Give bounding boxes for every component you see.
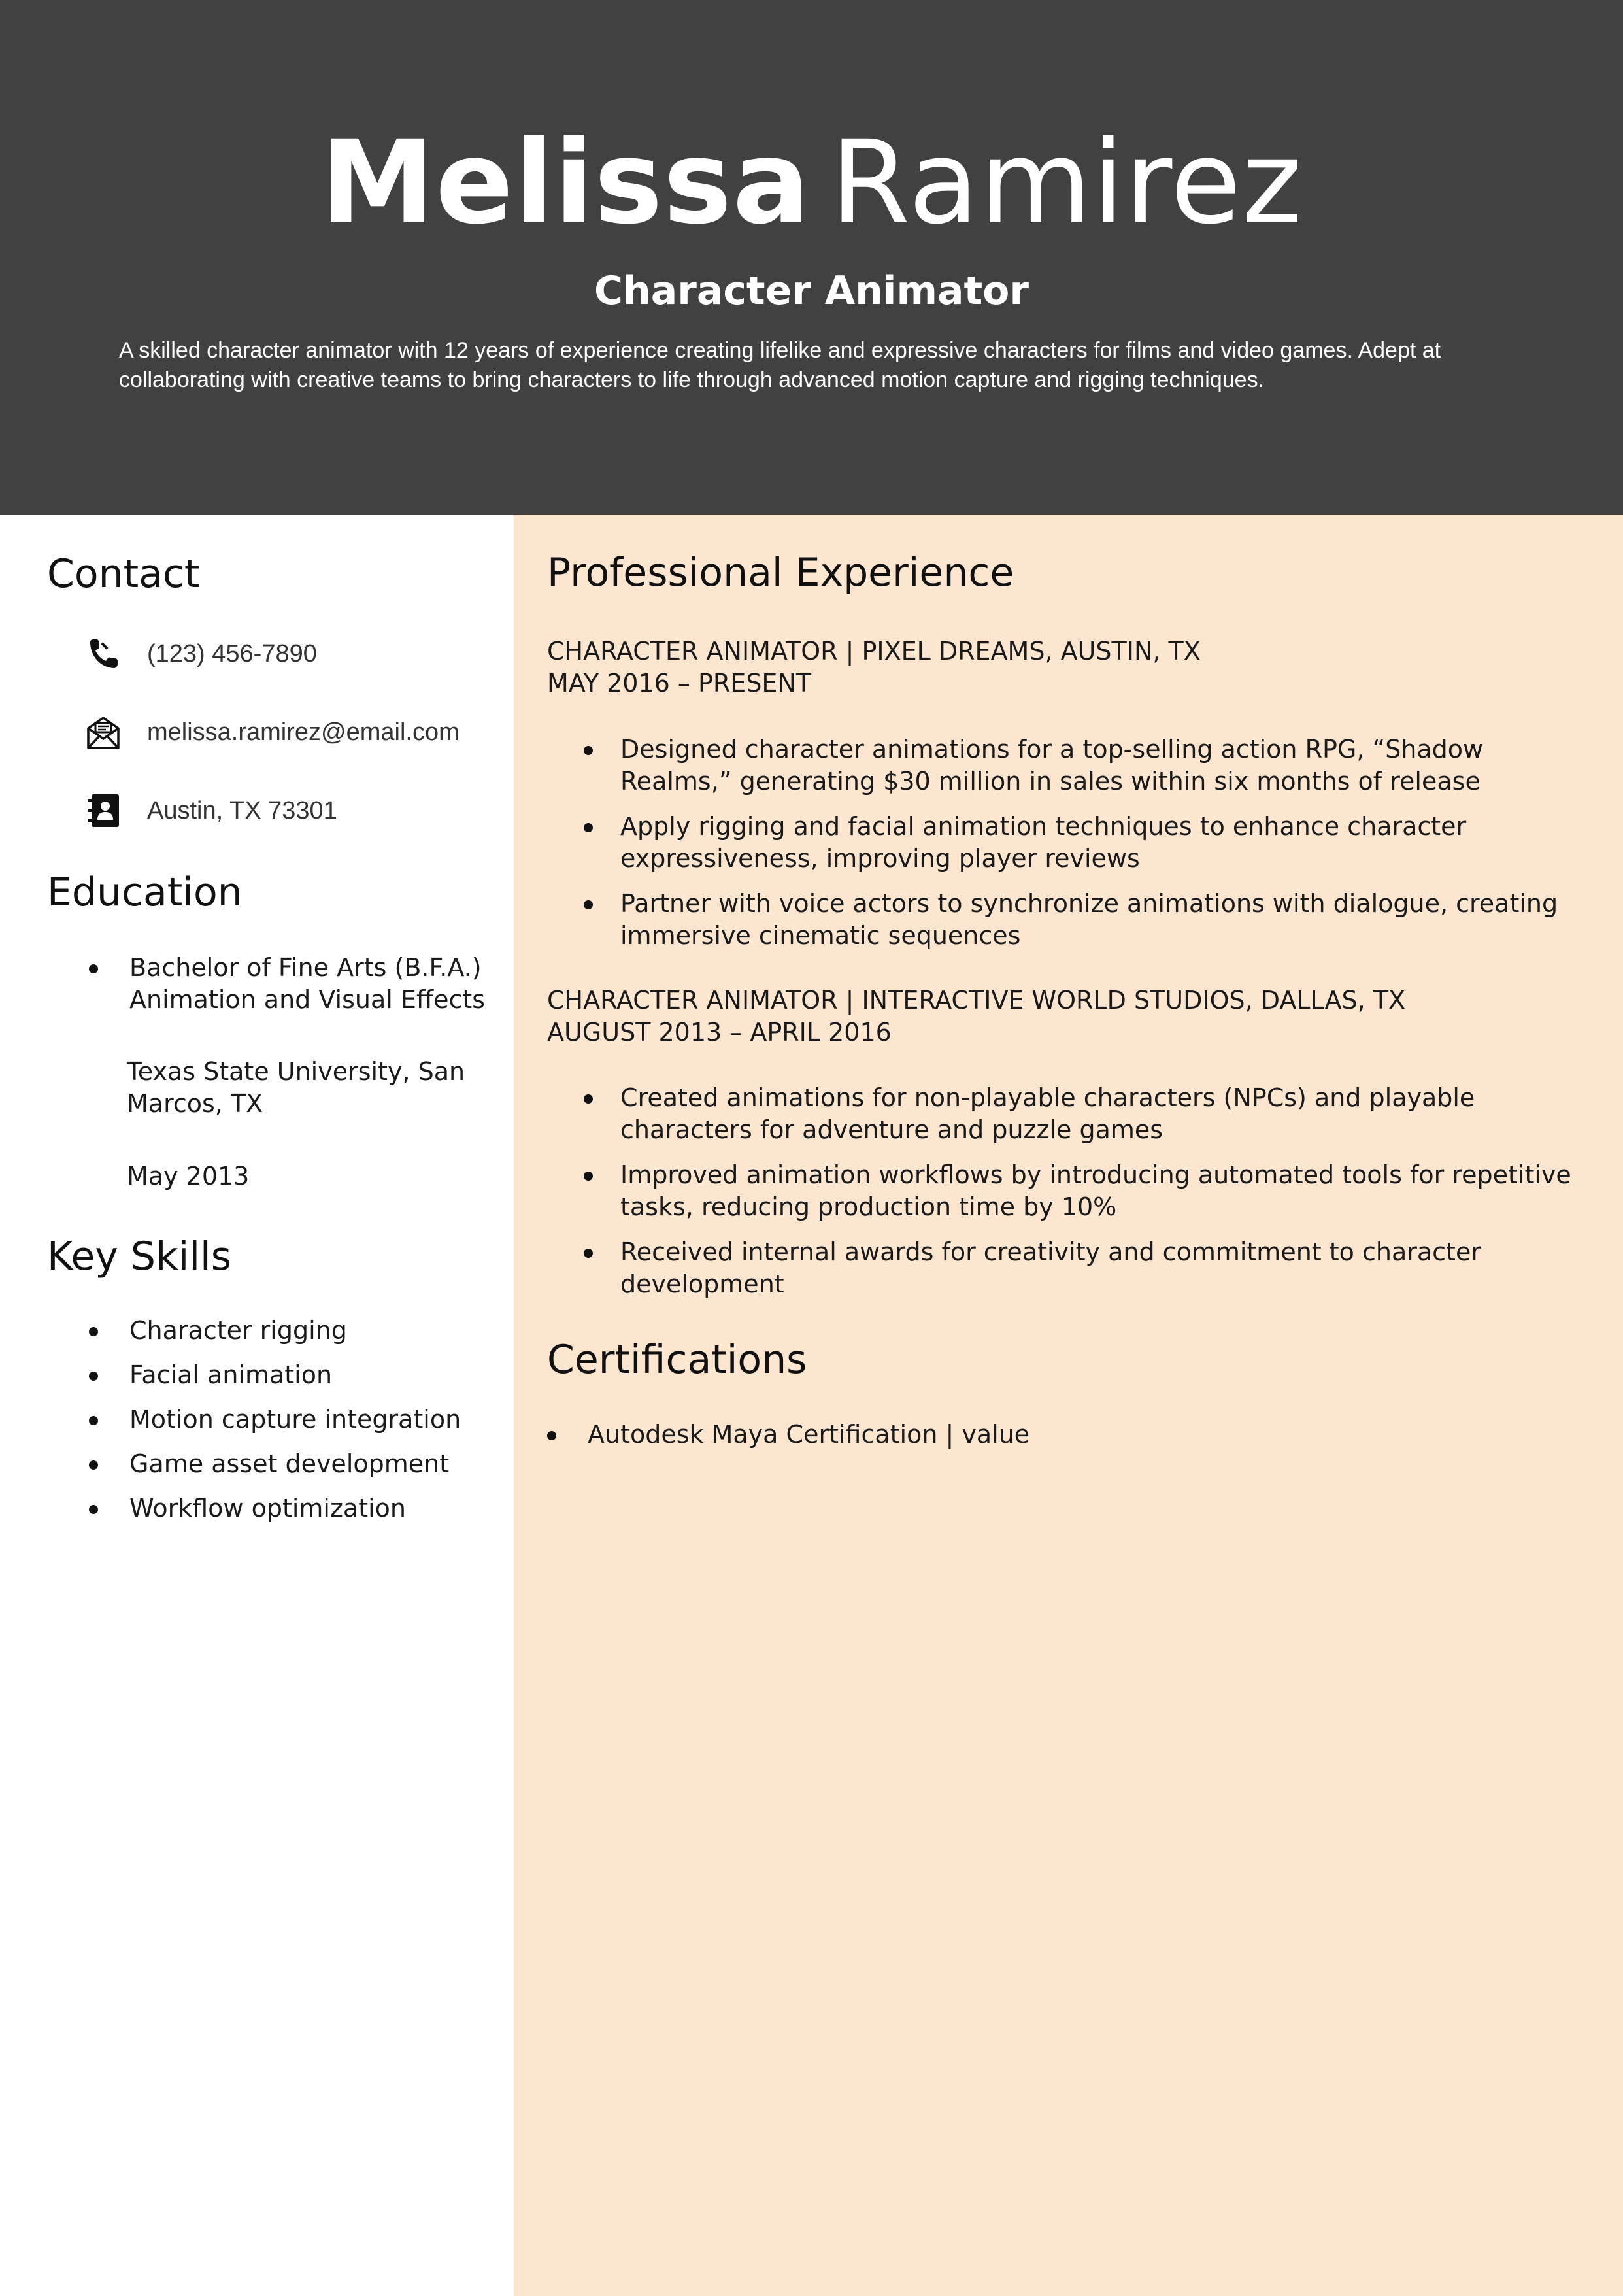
job-2-title: CHARACTER ANIMATOR | INTERACTIVE WORLD STUDIOS, DALLAS, TX	[547, 986, 1406, 1015]
job-2-bullets	[547, 1082, 1593, 1313]
job-bullet: Created animations for non-playable characters (NPCs) and playable characters for adventure and puzzle games	[547, 1082, 1593, 1146]
key-skills-heading: Key Skills	[47, 1234, 231, 1279]
job-bullet: Apply rigging and facial animation techniques to enhance character expressiveness, improving player reviews	[547, 811, 1593, 875]
job-title: Character Animator	[594, 268, 1029, 314]
job-bullet: Partner with voice actors to synchronize animations with dialogue, creating immersive cinematic sequences	[547, 888, 1593, 952]
contact-location	[85, 791, 337, 830]
contact-email	[85, 713, 460, 752]
skill-item: Motion capture integration	[89, 1404, 494, 1436]
address-card-icon	[85, 792, 122, 829]
email-icon	[85, 714, 122, 751]
job-bullet: Designed character animations for a top-selling action RPG, “Shadow Realms,” generating $30 million in sales within six months of release	[547, 734, 1593, 798]
first-name: Melissa	[320, 116, 811, 250]
education-list	[89, 952, 494, 1016]
job-2-dates: AUGUST 2013 – APRIL 2016	[547, 1018, 892, 1047]
education-degree: Bachelor of Fine Arts (B.F.A.) Animation and Visual Effects	[89, 952, 494, 1016]
certification-item: Autodesk Maya Certification | value	[547, 1419, 1593, 1451]
location: Austin, TX 73301	[147, 797, 337, 824]
certifications-heading: Certifications	[547, 1337, 807, 1383]
job-bullet: Received internal awards for creativity and commitment to character development	[547, 1236, 1593, 1300]
candidate-name	[0, 118, 1623, 248]
skill-item: Facial animation	[89, 1359, 494, 1391]
education-heading: Education	[47, 869, 243, 915]
professional-summary: A skilled character animator with 12 years of experience creating lifelike and expressive characters for films and video games. Adept at collaborating with creative teams to bring characters to life through advanced motion capture and rigging techniques.	[119, 338, 1441, 392]
contact-phone	[85, 634, 317, 673]
skill-item: Character rigging	[89, 1315, 494, 1347]
job-1-dates: MAY 2016 – PRESENT	[547, 669, 812, 698]
phone-number: (123) 456-7890	[147, 640, 317, 667]
job-bullet: Improved animation workflows by introducing automated tools for repetitive tasks, reducing production time by 10%	[547, 1159, 1593, 1223]
experience-heading: Professional Experience	[547, 550, 1014, 596]
resume-header	[0, 0, 1623, 515]
email-address: melissa.ramirez@email.com	[147, 718, 460, 746]
last-name: Ramirez	[830, 116, 1303, 250]
job-1-bullets	[547, 734, 1593, 965]
phone-icon	[85, 635, 122, 672]
certifications-list	[547, 1419, 1593, 1451]
education-date: May 2013	[127, 1162, 250, 1190]
job-1-title: CHARACTER ANIMATOR | PIXEL DREAMS, AUSTIN, TX	[547, 637, 1201, 666]
skill-item: Game asset development	[89, 1448, 494, 1480]
skill-item: Workflow optimization	[89, 1493, 494, 1525]
skills-list	[89, 1315, 494, 1537]
contact-heading: Contact	[47, 551, 200, 597]
education-school: Texas State University, San Marcos, TX	[127, 1057, 465, 1118]
